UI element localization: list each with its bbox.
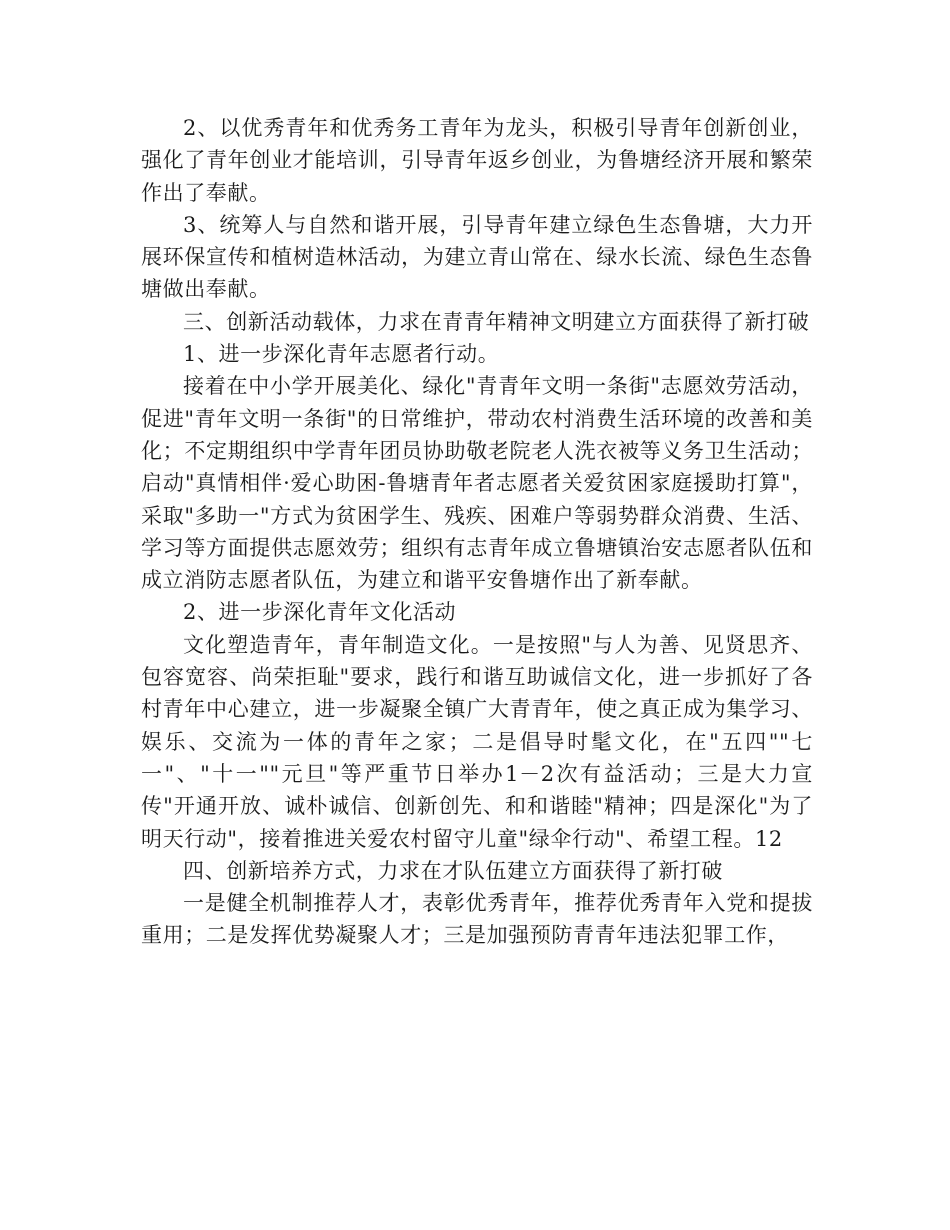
paragraph-volunteer: 接着在中小学开展美化、绿化"青青年文明一条街"志愿效劳活动，促进"青年文明一条街"的日常维护，带动农村消费生活环境的改善和美化；不定期组织中学青年团员协助敬老院老人洗衣被等义务卫生活动；启动"真情相伴·爱心助困-鲁塘青年者志愿者关爱贫困家庭援助打算"，采取"多助一"方式为贫困学生、残疾、困难户等弱势群众消费、生活、学习等方面提供志愿效劳；组织有志青年成立鲁塘镇治安志愿者队伍和成立消防志愿者队伍，为建立和谐平安鲁塘作出了新奉献。 [141,374,813,593]
paragraph-item-3: 3、统筹人与自然和谐开展，引导青年建立绿色生态鲁塘，大力开展环保宣传和植树造林活动，为建立青山常在、绿水长流、绿色生态鲁塘做出奉献。 [141,212,813,302]
subsection-heading-1: 1、进一步深化青年志愿者行动。 [183,342,500,367]
section-heading-4: 四、创新培养方式，力求在才队伍建立方面获得了新打破 [183,858,723,883]
paragraph-item-2: 2、以优秀青年和优秀务工青年为龙头，积极引导青年创新创业，强化了青年创业才能培训，引导青年返乡创业，为鲁塘经济开展和繁荣作出了奉献。 [141,116,813,205]
paragraph-talent: 一是健全机制推荐人才，表彰优秀青年，推荐优秀青年入党和提拔重用；二是发挥优势凝聚人才；三是加强预防青青年违法犯罪工作， [141,891,813,948]
paragraph-culture: 文化塑造青年，青年制造文化。一是按照"与人为善、见贤思齐、包容宽容、尚荣拒耻"要求，践行和谐互助诚信文化，进一步抓好了各村青年中心建立，进一步凝聚全镇广大青青年，使之真正成为集学习、娱乐、交流为一体的青年之家；二是倡导时髦文化，在"五四""七一"、"十一""元旦"等严重节日举办1－2次有益活动；三是大力宣传"开通开放、诚朴诚信、创新创先、和和谐睦"精神；四是深化"为了明天行动"，接着推进关爱农村留守儿童"绿伞行动"、希望工程。12 [141,632,813,851]
document-body [141,112,813,952]
subsection-heading-2: 2、进一步深化青年文化活动 [183,600,457,625]
section-heading-3: 三、创新活动载体，力求在青青年精神文明建立方面获得了新打破 [183,309,810,334]
